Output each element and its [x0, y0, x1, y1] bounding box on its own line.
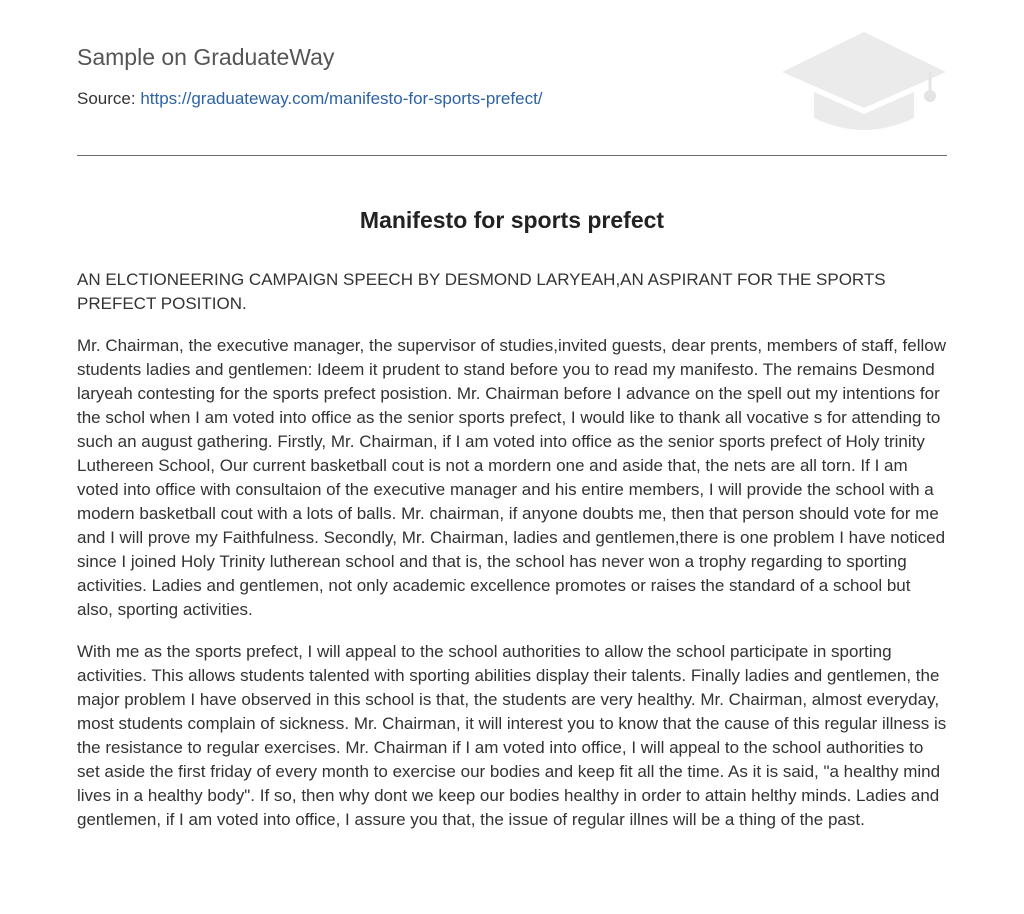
document-title: Manifesto for sports prefect — [359, 207, 665, 233]
graduation-cap-icon — [780, 30, 948, 134]
paragraph-main: Mr. Chairman, the executive manager, the supervisor of studies,invited guests, dear prents, members of staff, fellow students ladies and gentlemen: Ideem it prudent to stand before you to read my manifesto. The remains Desmond laryeah contesting for the sports prefect posistion. Mr. Chairman before I advance on the spell out my intentions for the schol when I am voted into office as the senior sports prefect, I would like to thank all vocative s for attending to such an august gathering. Firstly, Mr. Chairman, if I am voted into office as the senior sports prefect of Holy trinity Luthereen School, Our current basketball cout is not a mordern one and aside that, the nets are all torn. If I am voted into office with consultaion of the executive manager and his entire members, I will provide the school with a modern basketball cout with a lots of balls. Mr. chairman, if anyone doubts me, then that person should vote for me and I will prove my Faithfulness. Secondly, Mr. Chairman, ladies and gentlemen,there is one problem I have noticed since I joined Holy Trinity lutherean school and that is, the school has never won a trophy regarding to sporting activities. Ladies and gentlemen, not only academic excellence promotes or raises the standard of a school but also, sporting activities. — [77, 336, 946, 619]
document-body — [77, 268, 947, 850]
header-divider — [77, 155, 947, 156]
site-title: Sample on GraduateWay — [77, 44, 335, 70]
page-header — [77, 0, 947, 156]
source-link[interactable]: https://graduateway.com/manifesto-for-sports-prefect/ — [140, 89, 543, 108]
source-label: Source: — [77, 89, 136, 108]
source-line — [77, 89, 543, 109]
paragraph-closing: With me as the sports prefect, I will appeal to the school authorities to allow the school participate in sporting activities. This allows students talented with sporting abilities display their talents. Finally ladies and gentlemen, the major problem I have observed in this school is that, the students are very healthy. Mr. Chairman, almost everyday, most students complain of sickness. Mr. Chairman, it will interest you to know that the cause of this regular illness is the resistance to regular exercises. Mr. Chairman if I am voted into office, I will appeal to the school authorities to set aside the first friday of every month to exercise our bodies and keep fit all the time. As it is said, "a healthy mind lives in a healthy body". If so, then why dont we keep our bodies healthy in order to attain helthy minds. Ladies and gentlemen, if I am voted into office, I assure you that, the issue of regular illnes will be a thing of the past. — [77, 642, 947, 829]
paragraph-intro: AN ELCTIONEERING CAMPAIGN SPEECH BY DESMOND LARYEAH,AN ASPIRANT FOR THE SPORTS PREFECT POSITION. — [77, 270, 886, 313]
